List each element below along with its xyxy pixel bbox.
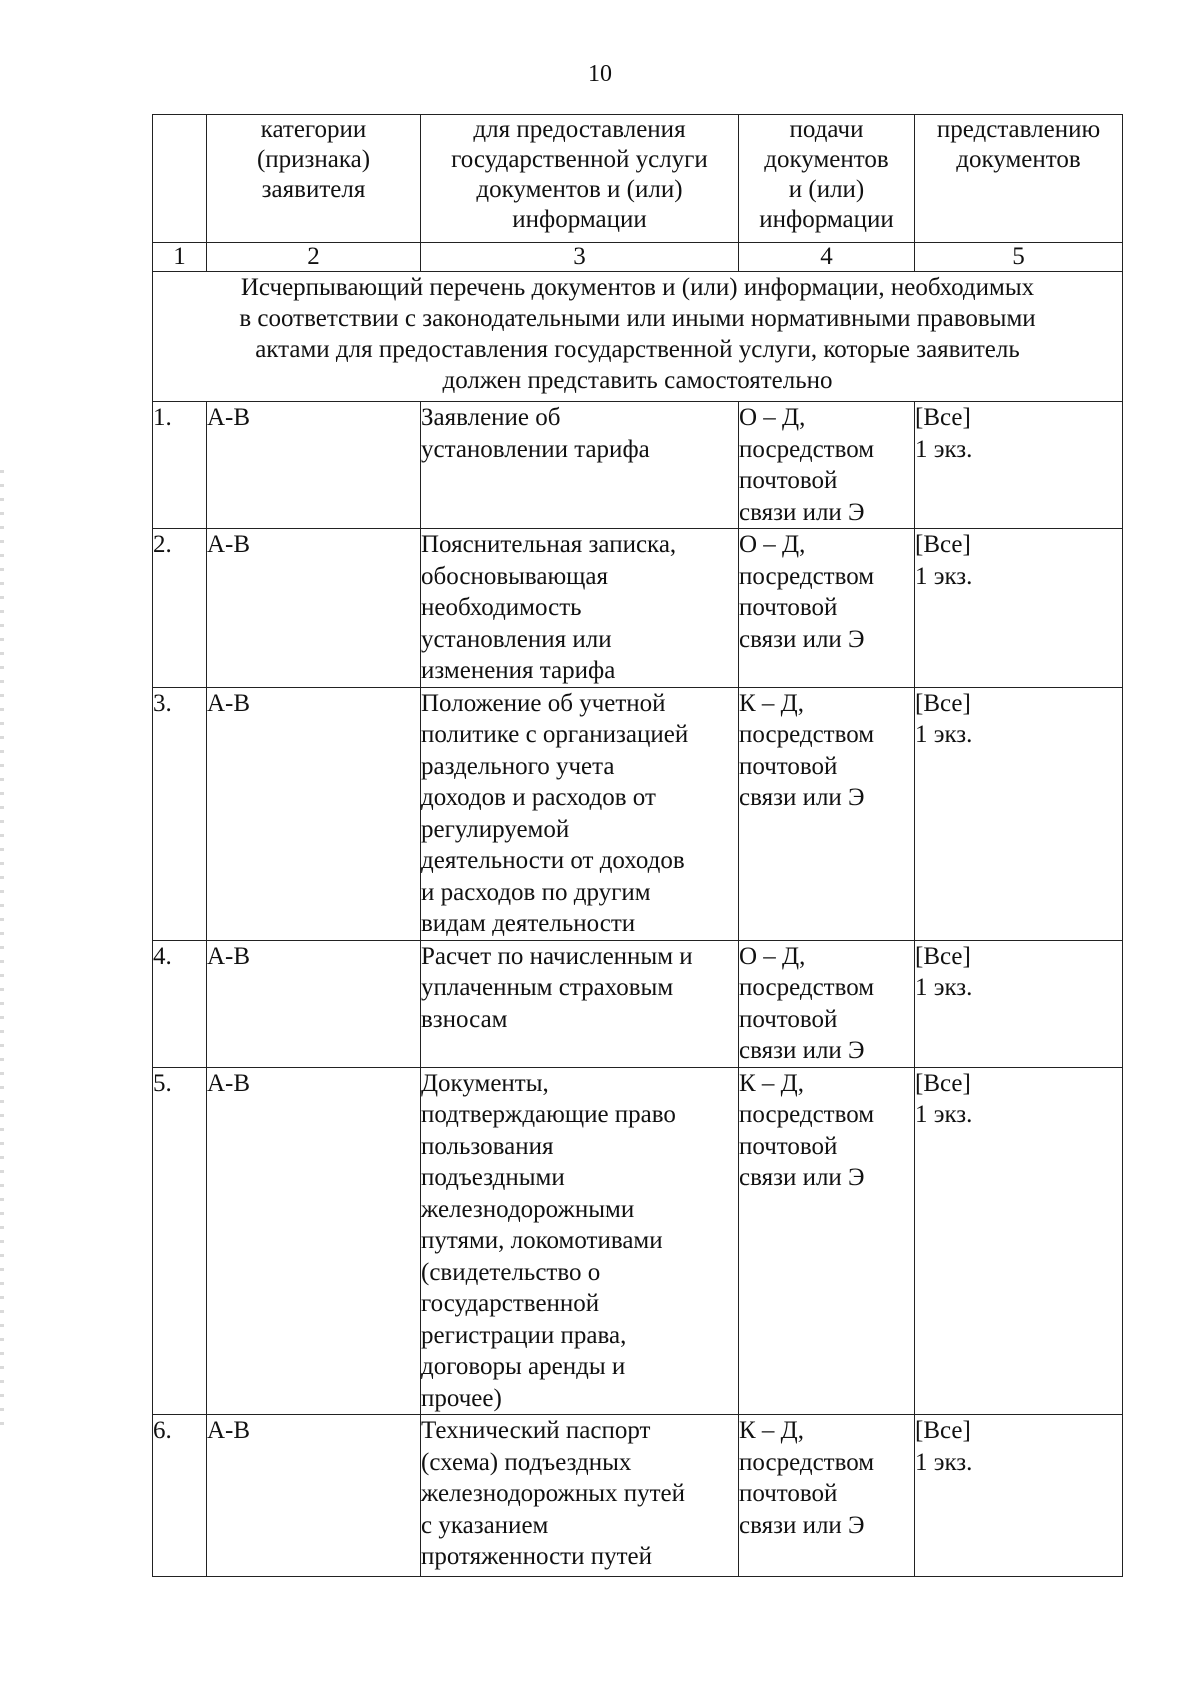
document-requirements: [Все] 1 экз. bbox=[915, 1415, 1123, 1577]
row-number: 1. bbox=[153, 402, 207, 529]
document-name: Документы, подтверждающие право пользования подъездными железнодорожными путями, локомотивами (свидетельство о государственной регистрации права, договоры аренды и прочее) bbox=[421, 1067, 739, 1415]
column-number-row bbox=[153, 243, 1123, 272]
submission-method: О – Д, посредством почтовой связи или Э bbox=[739, 940, 915, 1067]
table-row bbox=[153, 1067, 1123, 1415]
applicant-category: А-В bbox=[207, 402, 421, 529]
applicant-category: А-В bbox=[207, 1067, 421, 1415]
table-row bbox=[153, 1415, 1123, 1577]
header-row bbox=[153, 115, 1123, 243]
document-requirements: [Все] 1 экз. bbox=[915, 687, 1123, 940]
header-col-4: подачи документов и (или) информации bbox=[739, 115, 915, 243]
table-row bbox=[153, 687, 1123, 940]
documents-table bbox=[152, 114, 1123, 1577]
submission-method: О – Д, посредством почтовой связи или Э bbox=[739, 529, 915, 688]
document-name: Положение об учетной политике с организацией раздельного учета доходов и расходов от регулируемой деятельности от доходов и расходов по другим видам деятельности bbox=[421, 687, 739, 940]
document-name: Пояснительная записка, обосновывающая необходимость установления или изменения тарифа bbox=[421, 529, 739, 688]
submission-method: О – Д, посредством почтовой связи или Э bbox=[739, 402, 915, 529]
column-number-2: 2 bbox=[207, 243, 421, 272]
submission-method: К – Д, посредством почтовой связи или Э bbox=[739, 687, 915, 940]
column-number-5: 5 bbox=[915, 243, 1123, 272]
document-name: Расчет по начисленным и уплаченным страховым взносам bbox=[421, 940, 739, 1067]
row-number: 4. bbox=[153, 940, 207, 1067]
column-number-3: 3 bbox=[421, 243, 739, 272]
document-requirements: [Все] 1 экз. bbox=[915, 529, 1123, 688]
document-name: Заявление об установлении тарифа bbox=[421, 402, 739, 529]
document-name: Технический паспорт (схема) подъездных железнодорожных путей с указанием протяженности путей bbox=[421, 1415, 739, 1577]
applicant-category: А-В bbox=[207, 1415, 421, 1577]
section-title-row bbox=[153, 272, 1123, 402]
table-row bbox=[153, 402, 1123, 529]
submission-method: К – Д, посредством почтовой связи или Э bbox=[739, 1415, 915, 1577]
header-col-1 bbox=[153, 115, 207, 243]
submission-method: К – Д, посредством почтовой связи или Э bbox=[739, 1067, 915, 1415]
document-requirements: [Все] 1 экз. bbox=[915, 940, 1123, 1067]
applicant-category: А-В bbox=[207, 687, 421, 940]
table-row bbox=[153, 940, 1123, 1067]
applicant-category: А-В bbox=[207, 940, 421, 1067]
header-col-5: представлению документов bbox=[915, 115, 1123, 243]
row-number: 3. bbox=[153, 687, 207, 940]
scan-margin-marks bbox=[0, 470, 4, 1430]
section-title: Исчерпывающий перечень документов и (или) информации, необходимых в соответствии с законодательными или иными нормативными правовыми актами для предоставления государственной услуги, которые заявитель должен представить самостоятельно bbox=[153, 272, 1123, 402]
row-number: 5. bbox=[153, 1067, 207, 1415]
header-col-3: для предоставления государственной услуги документов и (или) информации bbox=[421, 115, 739, 243]
header-col-2: категории (признака) заявителя bbox=[207, 115, 421, 243]
table-row bbox=[153, 529, 1123, 688]
row-number: 2. bbox=[153, 529, 207, 688]
page-number: 10 bbox=[588, 61, 612, 87]
row-number: 6. bbox=[153, 1415, 207, 1577]
document-requirements: [Все] 1 экз. bbox=[915, 402, 1123, 529]
document-requirements: [Все] 1 экз. bbox=[915, 1067, 1123, 1415]
column-number-1: 1 bbox=[153, 243, 207, 272]
column-number-4: 4 bbox=[739, 243, 915, 272]
applicant-category: А-В bbox=[207, 529, 421, 688]
